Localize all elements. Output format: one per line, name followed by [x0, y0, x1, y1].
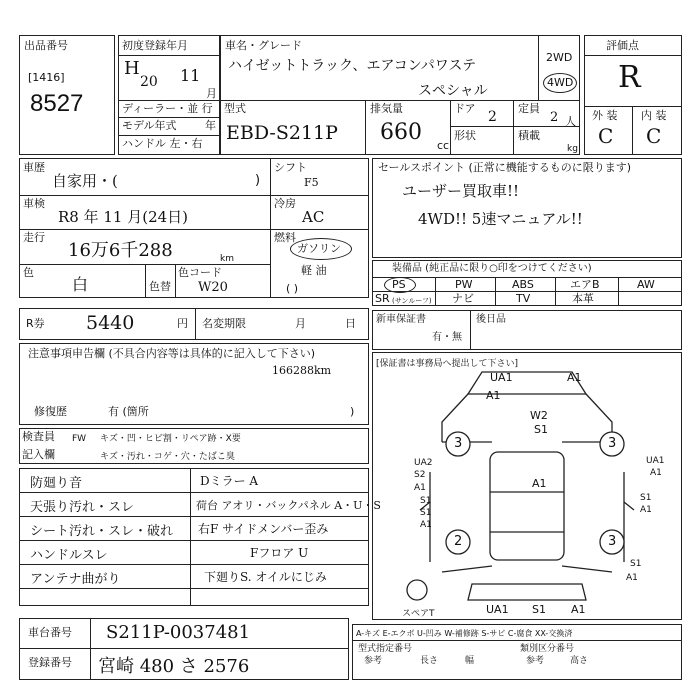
reg-value: 宮崎 480 さ 2576 — [98, 656, 250, 677]
remark-right-4: Fフロア U — [250, 546, 309, 560]
legend-height: 高さ — [570, 656, 589, 666]
diag-left-s1: S1 — [420, 496, 432, 506]
model-value: EBD-S211P — [226, 122, 338, 144]
remark-left-3: シート汚れ・スレ・破れ — [30, 524, 174, 539]
equip-leather: 本革 — [572, 292, 594, 305]
remark-right-3: 右F サイドメンバー歪み — [198, 522, 329, 536]
diag-s1-top: S1 — [534, 423, 548, 436]
warranty-label: 新車保証書 — [376, 314, 426, 325]
doors-value: 2 — [488, 109, 497, 125]
score-label: 評価点 — [606, 39, 639, 52]
diag-w2: W2 — [530, 409, 548, 422]
remark-left-4: ハンドルスレ — [30, 548, 108, 563]
first-reg-era: H — [124, 58, 140, 79]
wheel-rl: 2 — [454, 534, 463, 549]
displacement-unit: cc — [437, 139, 450, 152]
shaken-label: 車検 — [23, 197, 45, 210]
sales-line1: ユーザー買取車!! — [402, 182, 520, 200]
model-year-label: モデル年式 — [122, 119, 177, 132]
equip-pw: PW — [455, 278, 473, 291]
legend-length: 長さ — [420, 656, 439, 666]
recycle-value: 5440 — [86, 312, 135, 334]
first-reg-label: 初度登録年月 — [122, 39, 188, 52]
diag-right-a1c: A1 — [626, 573, 638, 583]
notes-label: 注意事項申告欄 (不具合内容等は具体的に記入して下さい) — [28, 347, 316, 360]
diag-top-ua1: UA1 — [490, 371, 513, 384]
repair-label: 修復歴 — [34, 405, 67, 418]
capacity-label: 定員 — [518, 102, 540, 115]
wheel-fl: 3 — [454, 436, 463, 451]
equip-abs: ABS — [512, 278, 534, 291]
score-value: R — [618, 60, 641, 95]
diag-right-a1: A1 — [650, 468, 662, 478]
color-value: 白 — [72, 275, 89, 294]
equip-navi: ナビ — [452, 292, 474, 305]
handle-label: ハンドル 左・右 — [122, 137, 203, 150]
interior-label: 内 装 — [641, 109, 667, 122]
model-label: 型式 — [224, 102, 246, 115]
equip-ps: PS — [392, 278, 406, 291]
history-label: 車歴 — [23, 161, 45, 174]
equip-tv: TV — [516, 292, 531, 305]
drive-4wd: 4WD — [547, 76, 574, 89]
fuel-diesel: 軽 油 — [301, 264, 327, 277]
chassis-value: S211P-0037481 — [106, 622, 251, 643]
remark-left-5: アンテナ曲がり — [30, 572, 121, 587]
diag-right-a1b: A1 — [640, 505, 652, 515]
displacement-value: 660 — [380, 120, 422, 145]
diag-spare-label: スペアT — [402, 609, 435, 619]
remark-right-5: 下廻りS. オイルにじみ — [204, 570, 327, 584]
equip-sr-note: (サンルーフ) — [392, 297, 432, 305]
wheel-fr: 3 — [608, 436, 617, 451]
legend-2b: 参考 — [364, 656, 383, 666]
record-items: キズ・汚れ・コゲ・穴・たばこ臭 — [100, 452, 235, 462]
diag-left-ua2: UA2 — [414, 458, 433, 468]
diag-bot-s1: S1 — [532, 603, 546, 616]
capacity-unit: 人 — [565, 115, 576, 128]
diag-top-a1: A1 — [567, 371, 582, 384]
inspector-fw: FW — [72, 434, 87, 444]
chassis-label: 車台番号 — [28, 626, 72, 639]
legend-3b: 参考 — [526, 656, 545, 666]
interior-value: C — [646, 124, 662, 148]
warranty-options: 有・無 — [432, 332, 462, 343]
expiry-month: 月 — [295, 317, 306, 330]
dealer-label: ディーラー・並 行 — [122, 102, 213, 115]
fuel-other: ( ) — [286, 282, 299, 295]
capacity-value: 2 — [550, 110, 559, 125]
reg-label: 登録番号 — [28, 656, 72, 669]
wheel-rr: 3 — [608, 534, 617, 549]
follow-label: 後日品 — [476, 314, 506, 325]
exterior-label: 外 装 — [592, 109, 618, 122]
equip-sr: SR — [375, 292, 390, 305]
load-label: 積載 — [518, 129, 540, 142]
color-label: 色 — [23, 266, 34, 279]
repair-value: 有 (箇所 — [108, 405, 149, 418]
mileage-unit: km — [220, 254, 234, 264]
lot-code: [1416] — [28, 71, 65, 84]
repair-close: ) — [350, 405, 355, 418]
expiry-day: 日 — [345, 317, 356, 330]
diag-right-s1: S1 — [640, 493, 652, 503]
fuel-label: 燃料 — [274, 231, 296, 244]
shaken-value: R8 年 11 月(24日) — [58, 208, 189, 226]
equip-aw: AW — [637, 278, 655, 291]
history-close: ) — [255, 173, 261, 188]
remark-right-1: Dミラー A — [200, 474, 259, 488]
legend-3a: 類別区分番号 — [520, 644, 575, 654]
record-label: 記入欄 — [22, 448, 55, 461]
diag-right-ua1: UA1 — [646, 456, 665, 466]
color-code-label: 色コード — [178, 266, 222, 279]
lot-number: 8527 — [30, 90, 84, 117]
first-reg-year: 20 — [140, 74, 158, 90]
diag-roof-a1: A1 — [532, 477, 547, 490]
expiry-label: 名変期限 — [202, 317, 246, 330]
diag-bot-a1: A1 — [571, 603, 586, 616]
ac-value: AC — [302, 208, 325, 226]
diag-left-a1: A1 — [414, 483, 426, 493]
diag-left-a1b: A1 — [420, 520, 432, 530]
diag-bot-ua1: UA1 — [486, 603, 509, 616]
color-code-value: W20 — [198, 280, 228, 295]
doors-label: ドア — [454, 102, 476, 115]
ac-label: 冷房 — [274, 197, 296, 210]
notes-value: 166288km — [272, 364, 332, 377]
diag-right-s1b: S1 — [630, 559, 642, 569]
mileage-value: 16万6千288 — [68, 240, 173, 261]
shape-label: 形状 — [454, 129, 476, 142]
exterior-value: C — [598, 124, 614, 148]
legend-text: A-キズ E-エクボ U-凹み W-補修跡 S-サビ C-腐食 XX-交換済 — [356, 629, 573, 638]
load-unit: kg — [567, 144, 578, 154]
inspector-fw-items: キズ・凹・ヒビ割・リペア跡・X要 — [100, 434, 241, 444]
car-name-label: 車名・グレード — [225, 39, 302, 52]
recycle-box — [19, 308, 369, 340]
first-reg-month: 11 — [180, 66, 201, 85]
diag-rear-a1: A1 — [486, 389, 501, 402]
diag-left-s1b: S1 — [420, 508, 432, 518]
car-name-1: ハイゼットトラック、エアコンパワステ — [228, 58, 477, 74]
car-name-2: スペシャル — [418, 83, 488, 99]
color-swap-label: 色替 — [149, 280, 171, 293]
warranty-note: [保証書は事務局へ提出して下さい] — [376, 359, 519, 369]
diag-left-s2: S2 — [414, 470, 426, 480]
recycle-label: R券 — [26, 317, 45, 330]
equipment-label: 装備品 (純正品に限り○印をつけてください) — [392, 263, 592, 274]
lot-label: 出品番号 — [24, 39, 68, 52]
fuel-gasoline: ガソリン — [297, 242, 341, 255]
sales-label: セールスポイント (正常に機能するものに限ります) — [378, 161, 632, 174]
shift-label: シフト — [274, 161, 307, 174]
shift-value: F5 — [304, 176, 319, 189]
inspector-label: 検査員 — [22, 430, 55, 443]
mileage-label: 走行 — [23, 231, 45, 244]
recycle-unit: 円 — [177, 317, 188, 330]
remark-right-2: 荷台 アオリ・バックパネル A・U・S — [196, 499, 381, 512]
sales-line2: 4WD!! 5速マニュアル!! — [418, 210, 583, 228]
first-reg-month-unit: 月 — [206, 87, 217, 100]
displacement-label: 排気量 — [370, 102, 403, 115]
legend-2a: 型式指定番号 — [358, 644, 413, 654]
remark-left-2: 天張り汚れ・スレ — [30, 500, 135, 515]
history-value: 自家用・( — [52, 172, 118, 190]
model-year-unit: 年 — [205, 119, 216, 132]
drive-2wd: 2WD — [546, 51, 573, 64]
legend-width: 幅 — [465, 656, 475, 666]
equip-airbag: エアB — [570, 278, 600, 291]
remark-left-1: 防廻り音 — [30, 476, 83, 491]
